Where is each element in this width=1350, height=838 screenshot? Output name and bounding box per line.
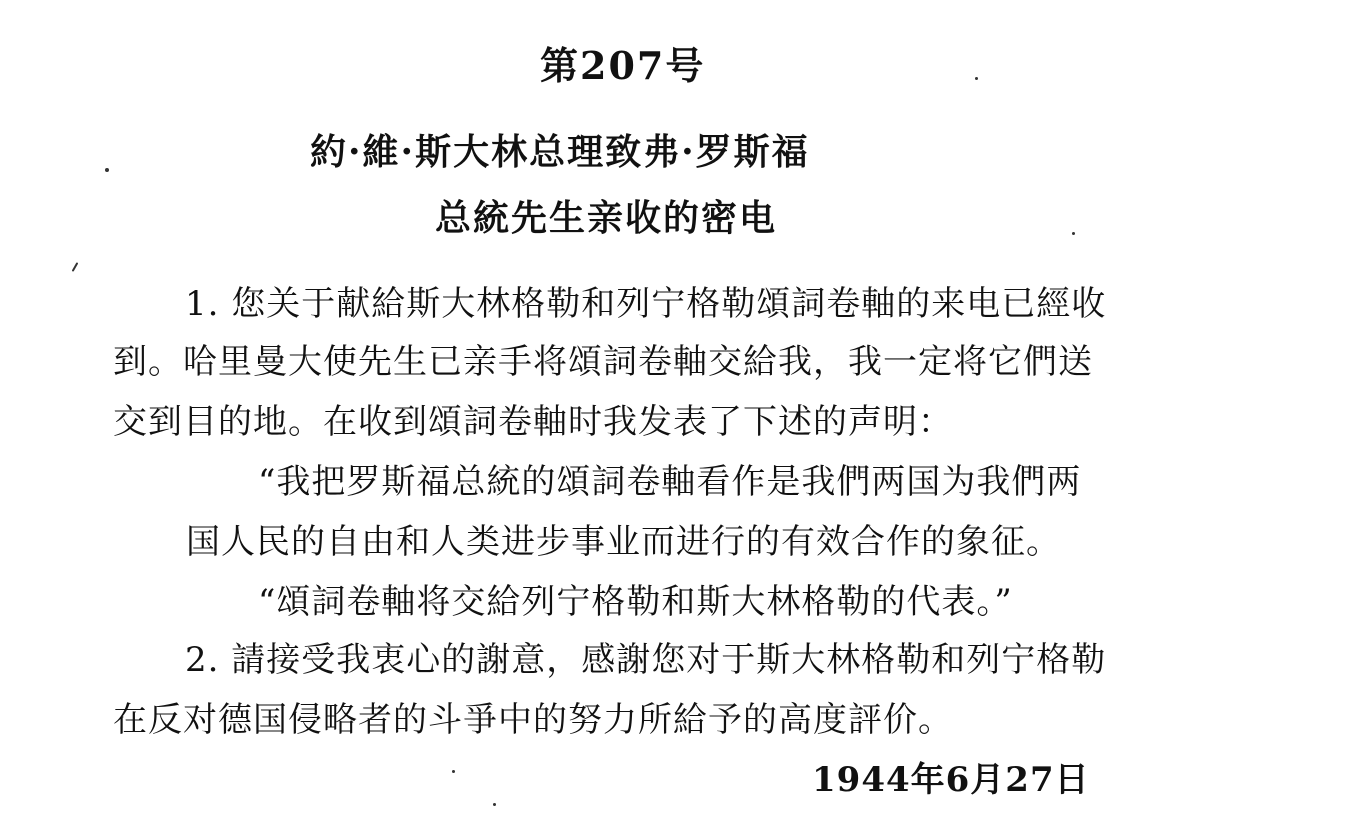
scan-speck [975,77,978,80]
scan-speck [1072,232,1075,235]
scan-speck [493,803,496,806]
body-line-3: 交到目的地。在收到頌詞卷軸时我发表了下述的声明： [113,402,953,442]
scan-speck [452,770,455,773]
document-number: 第207号 [540,43,706,88]
body-line-2: 到。哈里曼大使先生已亲手将頌詞卷軸交給我，我一定将它們送 [113,342,1093,382]
scan-speck [72,262,79,272]
scan-speck [105,168,109,172]
quote-line-2: 国人民的自由和人类进步事业而进行的有效合作的象征。 [186,522,1061,562]
body-line-1: 1. 您关于献給斯大林格勒和列宁格勒頌詞卷軸的来电已經收 [185,284,1107,324]
quote-line-3: “頌詞卷軸将交給列宁格勒和斯大林格勒的代表。” [258,582,1013,622]
body-line-4: 2. 請接受我衷心的謝意，感謝您对于斯大林格勒和列宁格勒 [185,640,1107,680]
body-line-5: 在反对德国侵略者的斗爭中的努力所給予的高度評价。 [113,700,953,740]
title-line-2: 总統先生亲收的密电 [435,197,778,239]
quote-line-1: “我把罗斯福总統的頌詞卷軸看作是我們两国为我們两 [258,462,1082,502]
document-date: 1944年6月27日 [812,760,1090,800]
title-line-1: 約·維·斯大林总理致弗·罗斯福 [310,131,810,173]
